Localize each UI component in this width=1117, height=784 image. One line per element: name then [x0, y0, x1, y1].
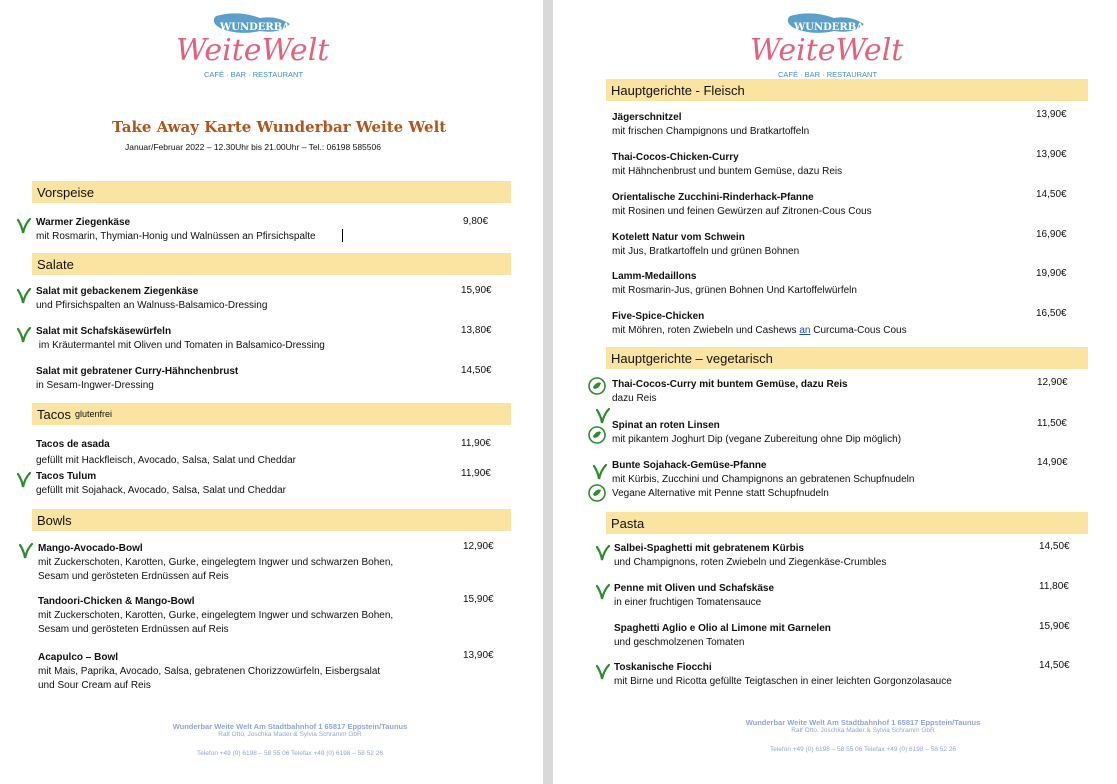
vegetarian-icon [17, 218, 31, 234]
item-name: Tacos Tulum [36, 471, 97, 482]
menu-item [36, 216, 316, 244]
item-name: Thai-Cocos-Curry mit buntem Gemüse, dazu Reis [612, 379, 848, 390]
vegetarian-icon [596, 584, 610, 600]
item-description: mit pikantem Joghurt Dip (vegane Zubereitung ohne Dip möglich) [612, 434, 902, 445]
item-description: im Kräutermantel mit Oliven und Tomaten in Balsamico-Dressing [36, 340, 325, 351]
section-salate [32, 253, 511, 275]
section-bowls [32, 509, 511, 531]
item-description [612, 324, 907, 338]
item-price: 13,90€ [463, 650, 494, 661]
item-name: Five-Spice-Chicken [612, 311, 705, 322]
menu-item [612, 310, 907, 338]
item-description: mit Zuckerschoten, Karotten, Gurke, eingelegtem Ingwer und schwarzen Bohen, [38, 610, 394, 621]
item-description: mit Rosmarin, Thymian-Honig und Walnüssen an Pfirsichspalte [36, 231, 316, 242]
menu-item [612, 459, 914, 501]
item-description: mit frischen Champignons und Bratkartoffeln [612, 126, 810, 137]
item-price: 16,50€ [1036, 308, 1067, 319]
menu-item [612, 151, 842, 179]
vegan-icon [588, 484, 606, 502]
item-price: 11,90€ [461, 438, 491, 449]
vegetarian-icon [19, 543, 33, 559]
vegetarian-icon [17, 472, 31, 488]
footer-phone: Telefon +49 (0) 6198 – 58 55 06 Telefax +49 (0) 6198 – 58 52 26 [197, 750, 383, 757]
item-price: 14,50€ [1039, 660, 1070, 671]
item-name: Thai-Cocos-Chicken-Curry [612, 152, 739, 163]
item-name: Salat mit Schafskäsewürfeln [36, 326, 172, 337]
svg-text:CAFÉ · BAR · RESTAURANT: CAFÉ · BAR · RESTAURANT [204, 70, 304, 79]
section-title: Tacos [37, 406, 71, 422]
vegetarian-icon [17, 327, 31, 343]
item-price: 9,80€ [463, 216, 489, 227]
svg-text:WeiteWelt: WeiteWelt [176, 33, 330, 68]
item-price: 13,90€ [1036, 109, 1067, 120]
item-price: 16,90€ [1036, 229, 1067, 240]
section-tacos [32, 403, 511, 425]
menu-item [36, 325, 325, 353]
svg-text:WeiteWelt: WeiteWelt [750, 33, 904, 68]
menu-item [38, 651, 380, 693]
item-price: 12,90€ [1037, 377, 1068, 388]
item-description: in einer fruchtigen Tomatensauce [614, 597, 762, 608]
section-pasta [606, 512, 1088, 534]
item-description: mit Kürbis, Zucchini und Champignons an gebratenen Schupfnudeln [612, 474, 915, 485]
section-title: Vorspeise [37, 184, 95, 200]
footer-address: Wunderbar Weite Welt Am Stadtbahnhof 1 65817 Eppstein/Taunus [745, 718, 981, 727]
section-vorspeise [32, 181, 511, 203]
item-description: dazu Reis [612, 393, 657, 404]
section-title: Bowls [37, 512, 72, 528]
menu-item [612, 419, 901, 447]
menu-item [612, 231, 799, 259]
item-price: 19,90€ [1036, 268, 1067, 279]
item-description: mit Rosinen und feinen Gewürzen auf Zitronen-Cous Cous [612, 206, 872, 217]
svg-text:WUNDERBAR: WUNDERBAR [794, 22, 873, 33]
item-name: Spaghetti Aglio e Olio al Limone mit Garnelen [614, 623, 831, 634]
menu-item [614, 622, 831, 650]
item-price: 14,90€ [1037, 457, 1068, 468]
item-name: Spinat an roten Linsen [612, 420, 720, 431]
footer-address: Wunderbar Weite Welt Am Stadtbahnhof 1 65817 Eppstein/Taunus [172, 722, 408, 731]
brand-logo [176, 12, 336, 82]
item-price: 11,80€ [1039, 581, 1069, 592]
menu-title: Take Away Karte Wunderbar Weite Welt [112, 118, 447, 136]
section-title: Hauptgerichte - Fleisch [611, 82, 745, 98]
section-title: Pasta [611, 515, 645, 531]
menu-item [36, 438, 296, 468]
item-description-part: mit Möhren, roten Zwiebeln und Cashews [612, 325, 800, 336]
item-description: und Pfirsichspalten an Walnuss-Balsamico-Dressing [36, 300, 268, 311]
menu-item [614, 661, 952, 689]
item-name: Salat mit gebackenem Ziegenkäse [36, 286, 199, 297]
item-description: und Champignons, roten Zwiebeln und Ziegenkäse-Crumbles [614, 557, 887, 568]
vegetarian-icon [593, 464, 607, 480]
item-price: 11,90€ [461, 468, 491, 479]
item-description: Sesam und gerösteten Erdnüssen auf Reis [38, 571, 229, 582]
item-description: mit Hähnchenbrust und buntem Gemüse, dazu Reis [612, 166, 843, 177]
menu-item [612, 191, 872, 219]
item-description: Vegane Alternative mit Penne statt Schupfnudeln [612, 488, 829, 499]
item-price: 15,90€ [463, 594, 494, 605]
brand-logo [750, 12, 910, 82]
item-description: mit Mais, Paprika, Avocado, Salsa, gebratenen Chorizzowürfeln, Eisbergsalat [38, 666, 381, 677]
svg-text:WUNDERBAR: WUNDERBAR [220, 22, 299, 33]
hyperlink-word[interactable]: an [799, 325, 811, 336]
item-description: und geschmolzenen Tomaten [614, 637, 745, 648]
item-price: 15,90€ [1039, 621, 1070, 632]
page-footer [140, 722, 440, 757]
item-name: Penne mit Oliven und Schafskäse [614, 583, 775, 594]
item-name: Acapulco – Bowl [38, 652, 119, 663]
section-note: glutenfrei [74, 409, 112, 419]
menu-subtitle: Januar/Februar 2022 – 12.30Uhr bis 21.00Uhr – Tel.: 06198 585506 [125, 142, 381, 152]
item-description: Sesam und gerösteten Erdnüssen auf Reis [38, 624, 229, 635]
item-price: 13,80€ [461, 325, 492, 336]
svg-text:CAFÉ · BAR · RESTAURANT: CAFÉ · BAR · RESTAURANT [778, 70, 878, 79]
vegetarian-icon [596, 545, 610, 561]
item-description: gefüllt mit Sojahack, Avocado, Salsa, Salat und Cheddar [36, 485, 286, 496]
menu-item [614, 542, 886, 570]
item-price: 13,90€ [1036, 149, 1067, 160]
item-price: 14,50€ [1036, 189, 1067, 200]
item-name: Salbei-Spaghetti mit gebratenem Kürbis [614, 543, 805, 554]
vegetarian-icon [596, 664, 610, 680]
menu-page-right [553, 0, 1117, 784]
section-title: Salate [37, 256, 74, 272]
vegan-icon [588, 426, 606, 444]
item-name: Mango-Avocado-Bowl [38, 543, 143, 554]
item-description: mit Birne und Ricotta gefüllte Teigtaschen in einer leichten Gorgonzolasauce [614, 676, 952, 687]
item-price: 15,90€ [461, 285, 492, 296]
menu-item [36, 285, 267, 313]
item-name: Tandoori-Chicken & Mango-Bowl [38, 596, 195, 607]
page-footer [713, 718, 1013, 753]
item-name: Jägerschnitzel [612, 112, 682, 123]
item-name: Orientalische Zucchini-Rinderhack-Pfanne [612, 192, 814, 203]
item-price: 14,50€ [1039, 541, 1070, 552]
menu-item [38, 595, 393, 637]
item-description: in Sesam-Ingwer-Dressing [36, 380, 154, 391]
menu-item [612, 111, 809, 139]
section-title: Hauptgerichte – vegetarisch [611, 350, 773, 366]
item-name: Tacos de asada [36, 439, 110, 450]
item-description: gefüllt mit Hackfleisch, Avocado, Salsa, Salat und Cheddar [36, 455, 296, 466]
footer-owners: Ralf Otto, Joschka Mader & Sylvia Schramm GbR [791, 727, 935, 734]
menu-item [36, 470, 286, 498]
vegan-icon [588, 377, 606, 395]
item-name: Kotelett Natur vom Schwein [612, 232, 745, 243]
item-name: Warmer Ziegenkäse [36, 217, 131, 228]
item-name: Toskanische Fiocchi [614, 662, 712, 673]
footer-phone: Telefon +49 (0) 6198 – 58 55 06 Telefax +49 (0) 6198 – 58 52 26 [770, 746, 956, 753]
section-fleisch [606, 79, 1088, 101]
item-price: 12,90€ [463, 541, 494, 552]
menu-item [612, 270, 857, 298]
item-description: mit Zuckerschoten, Karotten, Gurke, eingelegtem Ingwer und schwarzen Bohen, [38, 557, 394, 568]
item-price: 11,50€ [1037, 418, 1067, 429]
item-name: Lamm-Medaillons [612, 271, 697, 282]
item-description: mit Rosmarin-Jus, grünen Bohnen Und Kartoffelwürfeln [612, 285, 857, 296]
menu-item [614, 582, 774, 610]
text-cursor [342, 229, 343, 242]
menu-item [612, 378, 848, 406]
item-description: mit Jus, Bratkartoffeln und grünen Bohnen [612, 246, 800, 257]
footer-owners: Ralf Otto, Joschka Mader & Sylvia Schramm GbR [218, 731, 362, 738]
menu-page-left [0, 0, 543, 784]
item-description: und Sour Cream auf Reis [38, 680, 151, 691]
item-description-part: Curcuma-Cous Cous [810, 325, 907, 336]
vegetarian-icon [17, 288, 31, 304]
vegetarian-icon [596, 408, 610, 424]
menu-item [38, 542, 393, 584]
section-vegetarisch [606, 347, 1088, 369]
menu-item [36, 365, 238, 393]
item-price: 14,50€ [461, 365, 492, 376]
item-name: Salat mit gebratener Curry-Hähnchenbrust [36, 366, 239, 377]
item-name: Bunte Sojahack-Gemüse-Pfanne [612, 460, 767, 471]
